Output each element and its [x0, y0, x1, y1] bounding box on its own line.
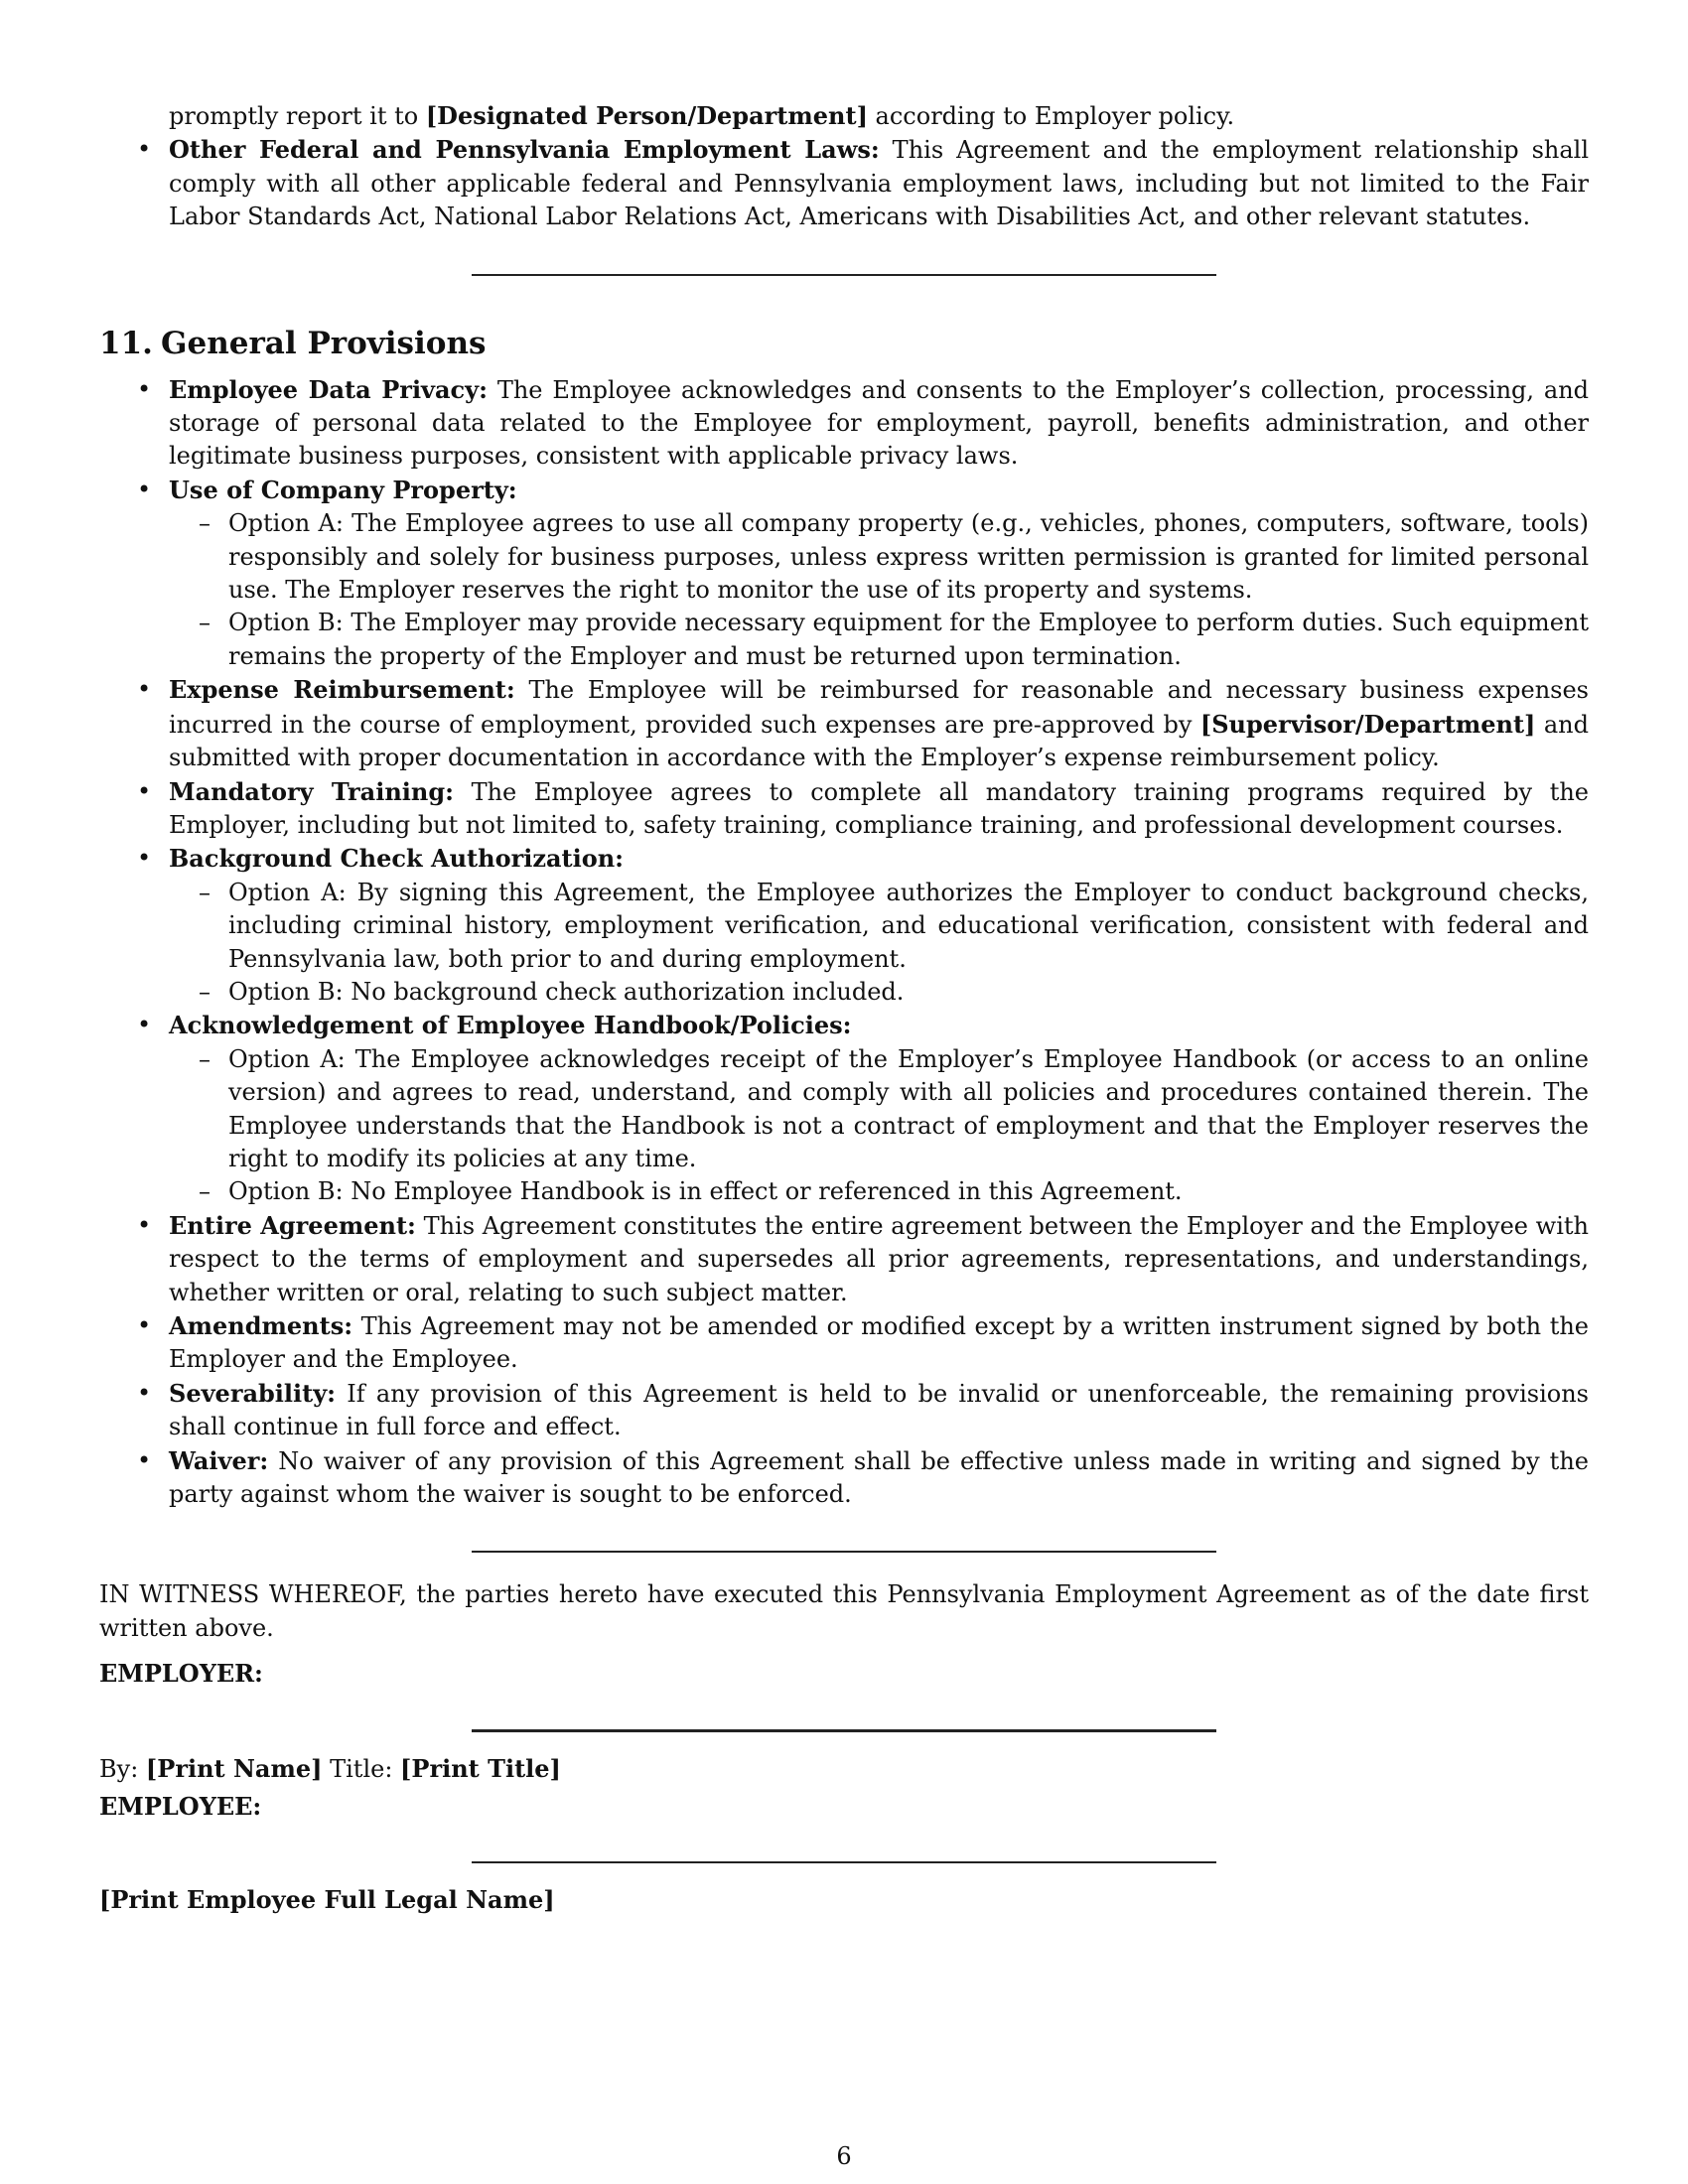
option-a: – Option A: By signing this Agreement, the Employee authorizes the Employer to conduct background checks, including criminal history, employment verification, and educational verification, consistent with federal and Pennsylvania law, both prior to and during employment. [169, 877, 1589, 976]
document-page [99, 99, 1589, 1918]
option-a: – Option A: The Employee agrees to use all company property (e.g., vehicles, phones, computers, software, tools) responsibly and solely for business purposes, unless express written permission is granted for limited personal use. The Employer reserves the right to monitor the use of its property and systems. [169, 507, 1589, 607]
item-text: promptly report it to [169, 102, 426, 130]
employer-label-text: EMPLOYER: [99, 1659, 263, 1689]
print-name-placeholder: [Print Name] [145, 1753, 323, 1783]
general-provisions-list [99, 373, 1589, 1512]
item-title: Entire Agreement: [169, 1210, 416, 1240]
employee-label-text: EMPLOYEE: [99, 1792, 262, 1822]
list-item-company-property [99, 474, 1589, 673]
option-list [169, 507, 1589, 673]
list-item-training [99, 775, 1589, 843]
item-text: and submitted with proper documentation in accordance with the Employer’s expense reimbursement policy. [169, 710, 1589, 772]
item-title: Mandatory Training: [169, 776, 454, 806]
item-title: Other Federal and Pennsylvania Employment Laws: [169, 135, 880, 165]
list-item-expense [99, 673, 1589, 774]
witness-paragraph: IN WITNESS WHEREOF, the parties hereto have executed this Pennsylvania Employment Agreement as of the date first written above. [99, 1580, 1589, 1642]
item-title: Use of Company Property: [169, 475, 517, 504]
option-b: – Option B: No Employee Handbook is in effect or referenced in this Agreement. [169, 1175, 1589, 1208]
item-text: according to Employer policy. [867, 102, 1235, 130]
page-number: 6 [836, 2142, 852, 2170]
list-item-background-check [99, 842, 1589, 1009]
item-title: Amendments: [169, 1311, 353, 1340]
item-text: The Employee will be reimbursed for reasonable and necessary business expenses incurred in the course of employment, provided such expenses are pre-approved by [169, 676, 1589, 739]
option-list [169, 1043, 1589, 1209]
placeholder-supervisor: [Supervisor/Department] [1199, 709, 1536, 739]
continuation-list [99, 99, 1589, 133]
item-title: Severability: [169, 1378, 337, 1408]
print-title-placeholder: [Print Title] [400, 1753, 561, 1783]
title-label: Title: [322, 1754, 401, 1783]
employee-name-line [99, 1883, 1589, 1917]
item-text: This Agreement constitutes the entire agreement between the Employer and the Employee with respect to the terms of employment and supersedes all prior agreements, representations, and understandings, whether written or oral, relating to such subject matter. [169, 1211, 1590, 1306]
employee-label [99, 1790, 1589, 1824]
item-text: The Employee acknowledges and consents to the Employer’s collection, processing, and storage of personal data related to the Employee for employment, payroll, benefits administration, and other legitimate business purposes, consistent with applicable privacy laws. [169, 375, 1590, 471]
item-text: No waiver of any provision of this Agreement shall be effective unless made in writing and signed by the party against whom the waiver is sought to be enforced. [169, 1446, 1589, 1509]
by-label: By: [99, 1754, 146, 1783]
list-item-handbook [99, 1009, 1589, 1208]
item-title: Employee Data Privacy: [169, 374, 488, 404]
item-text: If any provision of this Agreement is held to be invalid or unenforceable, the remaining provisions shall continue in full force and effect. [169, 1379, 1589, 1441]
option-b: – Option B: The Employer may provide necessary equipment for the Employee to perform duties. Such equipment remains the property of the Employer and must be returned upon termination. [169, 607, 1589, 673]
item-title: Expense Reimbursement: [169, 675, 515, 705]
item-text: This Agreement and the employment relationship shall comply with all other applicable federal and Pennsylvania employment laws, including but not limited to the Fair Labor Standards Act, National Labor Relations Act, Americans with Disabilities Act, and other relevant statutes. [169, 136, 1589, 231]
option-a: – Option A: The Employee acknowledges receipt of the Employer’s Employee Handbook (or access to an online version) and agrees to read, understand, and comply with all policies and procedures contained therein. The Employee understands that the Handbook is not a contract of employment and that the Employer reserves the right to modify its policies at any time. [169, 1043, 1589, 1176]
item-text: The Employee agrees to complete all mandatory training programs required by the Employer, including but not limited to, safety training, compliance training, and professional development courses. [169, 777, 1589, 839]
list-item-entire-agreement [99, 1209, 1589, 1309]
list-item-waiver [99, 1444, 1589, 1512]
option-list [169, 877, 1589, 1010]
federal-laws-list [99, 133, 1589, 233]
item-text: This Agreement may not be amended or modified except by a written instrument signed by both the Employer and the Employee. [169, 1312, 1589, 1374]
continuation-item [99, 99, 1589, 133]
item-title: Acknowledgement of Employee Handbook/Policies: [169, 1011, 852, 1040]
section-number: 11. [99, 325, 153, 361]
list-item-other-laws [99, 133, 1589, 233]
employee-name-placeholder: [Print Employee Full Legal Name] [99, 1885, 555, 1915]
section-heading [99, 324, 1589, 363]
placeholder-designated-person: [Designated Person/Department] [425, 101, 868, 130]
list-item-data-privacy [99, 373, 1589, 474]
employer-by-line [99, 1752, 1589, 1786]
list-item-severability [99, 1377, 1589, 1444]
list-item-amendments [99, 1309, 1589, 1377]
item-title: Waiver: [169, 1445, 269, 1475]
option-b: – Option B: No background check authorization included. [169, 976, 1589, 1009]
employer-label [99, 1657, 1589, 1691]
item-title: Background Check Authorization: [169, 844, 625, 874]
section-title: General Provisions [161, 325, 487, 361]
